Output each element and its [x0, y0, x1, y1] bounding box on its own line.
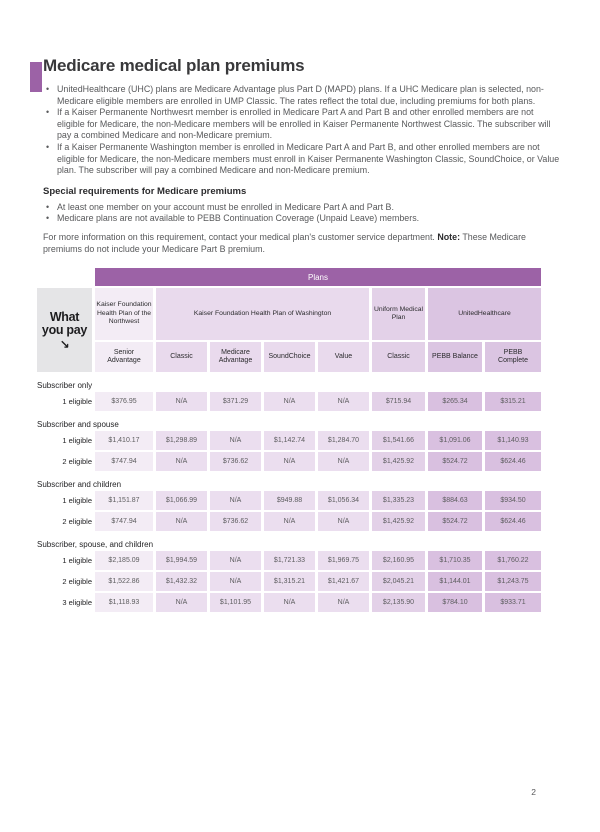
plan-group-uniform-medical: Uniform Medical Plan	[372, 288, 425, 340]
plan-column-pebb-balance: PEBB Balance	[428, 342, 482, 372]
premium-cell: $315.21	[485, 392, 541, 411]
page-title: Medicare medical plan premiums	[43, 56, 305, 75]
premium-cell: $736.62	[210, 512, 261, 531]
section-tab-marker	[30, 62, 42, 92]
premium-cell: N/A	[156, 512, 207, 531]
premium-cell: $1,994.59	[156, 551, 207, 570]
premium-cell: $2,045.21	[372, 572, 425, 591]
special-requirements-bullet: • Medicare plans are not available to PEBB Continuation Coverage (Unpaid Leave) members.	[46, 213, 561, 225]
premium-cell: N/A	[156, 452, 207, 471]
premium-cell: $1,425.92	[372, 452, 425, 471]
premium-cell: $2,135.90	[372, 593, 425, 612]
plan-column-medicare-advantage: Medicare Advantage	[210, 342, 261, 372]
premium-cell: $1,432.32	[156, 572, 207, 591]
premium-cell: N/A	[264, 452, 315, 471]
premium-cell: $1,243.75	[485, 572, 541, 591]
intro-bullet: • UnitedHealthcare (UHC) plans are Medicare Advantage plus Part D (MAPD) plans. If a UHC Medicare plan is selected, non-Medicare eligible members are enrolled in UMP Classic. The rates reflect the total due, including premiums for both plans.	[46, 84, 561, 107]
row-group-label: Subscriber only	[37, 381, 93, 391]
premium-row	[37, 491, 541, 510]
eligible-count-label: 2 eligible	[62, 577, 92, 587]
premium-cell: $1,140.93	[485, 431, 541, 450]
premium-cell: $524.72	[428, 452, 482, 471]
row-group-header	[37, 473, 541, 489]
more-info-text: For more information on this requirement, contact your medical plan's customer service department.	[43, 231, 438, 242]
premium-cell: $1,101.95	[210, 593, 261, 612]
premium-cell: $934.50	[485, 491, 541, 510]
plan-column-pebb-complete: PEBB Complete	[485, 342, 541, 372]
premium-cell: $1,066.99	[156, 491, 207, 510]
premium-cell: $1,284.70	[318, 431, 369, 450]
row-group-label: Subscriber and spouse	[37, 420, 119, 430]
plan-column-ump-classic: Classic	[372, 342, 425, 372]
plan-group-kaiser-washington: Kaiser Foundation Health Plan of Washington	[156, 288, 369, 340]
premium-cell: $2,185.09	[95, 551, 153, 570]
eligible-count-label: 1 eligible	[62, 436, 92, 446]
premium-cell: N/A	[210, 551, 261, 570]
premium-row	[37, 431, 541, 450]
premium-cell: $624.46	[485, 452, 541, 471]
premium-cell: N/A	[264, 512, 315, 531]
premium-row	[37, 551, 541, 570]
plan-column-value: Value	[318, 342, 369, 372]
premium-cell: $624.46	[485, 512, 541, 531]
plan-subheader-row	[37, 342, 541, 372]
eligible-count-label: 3 eligible	[62, 598, 92, 608]
premium-cell: N/A	[318, 593, 369, 612]
plan-group-unitedhealthcare: UnitedHealthcare	[428, 288, 541, 340]
premium-cell: $1,056.34	[318, 491, 369, 510]
plan-group-kaiser-northwest: Kaiser Foundation Health Plan of the Northwest	[95, 288, 153, 340]
intro-bullet: • If a Kaiser Permanente Northwesrt member is enrolled in Medicare Part A and Part B and other enrolled members are not eligible for Medicare, the non-Medicare members will be enrolled in Kaiser Permanente Northwest Classic. The subscriber will pay a combined Medicare and non-Medicare premium.	[46, 107, 561, 142]
premium-cell: $524.72	[428, 512, 482, 531]
eligible-count-label: 2 eligible	[62, 517, 92, 527]
premium-cell: $1,421.67	[318, 572, 369, 591]
premium-cell: $1,425.92	[372, 512, 425, 531]
premium-cell: $784.10	[428, 593, 482, 612]
premium-cell: $265.34	[428, 392, 482, 411]
premium-cell: $1,118.93	[95, 593, 153, 612]
premium-cell: $747.94	[95, 452, 153, 471]
plan-column-wa-classic: Classic	[156, 342, 207, 372]
premium-cell: $371.29	[210, 392, 261, 411]
plan-column-soundchoice: SoundChoice	[264, 342, 315, 372]
eligible-count-label: 1 eligible	[62, 397, 92, 407]
premium-cell: N/A	[318, 452, 369, 471]
premium-cell: $1,091.06	[428, 431, 482, 450]
premium-cell: N/A	[210, 431, 261, 450]
row-group-label: Subscriber, spouse, and children	[37, 540, 154, 550]
note-text: These Medicare premiums do not include your Medicare Part B premium.	[43, 231, 526, 254]
plan-column-senior-advantage: Senior Advantage	[95, 342, 153, 372]
premium-table-body	[37, 374, 541, 612]
premium-row	[37, 512, 541, 531]
premium-cell: $747.94	[95, 512, 153, 531]
row-group-header	[37, 374, 541, 390]
premium-cell: $1,760.22	[485, 551, 541, 570]
premium-cell: $715.94	[372, 392, 425, 411]
intro-bullet-list	[46, 84, 561, 177]
premium-cell: N/A	[156, 593, 207, 612]
premium-cell: $1,315.21	[264, 572, 315, 591]
row-group-header	[37, 533, 541, 549]
banner-row	[37, 268, 541, 286]
special-requirements-heading: Special requirements for Medicare premiums	[43, 185, 247, 197]
note-label: Note:	[437, 231, 461, 242]
premium-cell: $933.71	[485, 593, 541, 612]
premium-cell: N/A	[264, 593, 315, 612]
premium-cell: N/A	[156, 392, 207, 411]
premium-cell: $1,721.33	[264, 551, 315, 570]
more-info-paragraph	[43, 232, 560, 255]
premium-row	[37, 572, 541, 591]
premium-row	[37, 593, 541, 612]
premium-cell: $949.88	[264, 491, 315, 510]
premium-cell: $884.63	[428, 491, 482, 510]
premium-cell: N/A	[210, 572, 261, 591]
premium-cell: $2,160.95	[372, 551, 425, 570]
premium-cell: N/A	[264, 392, 315, 411]
premium-cell: $736.62	[210, 452, 261, 471]
premium-cell: $1,151.87	[95, 491, 153, 510]
premium-cell: $1,298.89	[156, 431, 207, 450]
special-requirements-bullet: • At least one member on your account must be enrolled in Medicare Part A and Part B.	[46, 202, 561, 214]
intro-bullet: • If a Kaiser Permanente Washington member is enrolled in Medicare Part A and Part B, and other enrolled members are not eligible for Medicare, the non-Medicare members must enroll in Kaiser Permanente Washington Classic, SoundChoice, or Value plan. The subscriber will pay a combined Medicare and non-Medicare premium.	[46, 142, 561, 177]
eligible-count-label: 2 eligible	[62, 457, 92, 467]
premium-cell: $1,541.66	[372, 431, 425, 450]
premium-cell: $1,144.01	[428, 572, 482, 591]
premium-row	[37, 392, 541, 411]
premium-cell: $1,522.86	[95, 572, 153, 591]
premium-cell: $1,335.23	[372, 491, 425, 510]
eligible-count-label: 1 eligible	[62, 496, 92, 506]
premium-table	[34, 266, 544, 614]
plan-group-header-row	[37, 288, 541, 340]
southeast-arrow-icon: ↘	[59, 337, 70, 352]
row-group-header	[37, 413, 541, 429]
premium-cell: $1,969.75	[318, 551, 369, 570]
what-you-pay-cell	[37, 288, 92, 372]
premium-cell: $376.95	[95, 392, 153, 411]
premium-cell: N/A	[318, 512, 369, 531]
row-group-label: Subscriber and children	[37, 480, 122, 490]
premium-cell: $1,142.74	[264, 431, 315, 450]
premium-row	[37, 452, 541, 471]
plans-banner: Plans	[95, 268, 541, 286]
special-requirements-bullet-list	[46, 202, 561, 225]
premium-cell: N/A	[318, 392, 369, 411]
premium-cell: N/A	[210, 491, 261, 510]
premium-cell: $1,410.17	[95, 431, 153, 450]
premium-cell: $1,710.35	[428, 551, 482, 570]
banner-spacer	[37, 268, 92, 286]
what-you-pay-label: What you pay	[41, 310, 88, 337]
eligible-count-label: 1 eligible	[62, 556, 92, 566]
page-number: 2	[531, 787, 536, 797]
